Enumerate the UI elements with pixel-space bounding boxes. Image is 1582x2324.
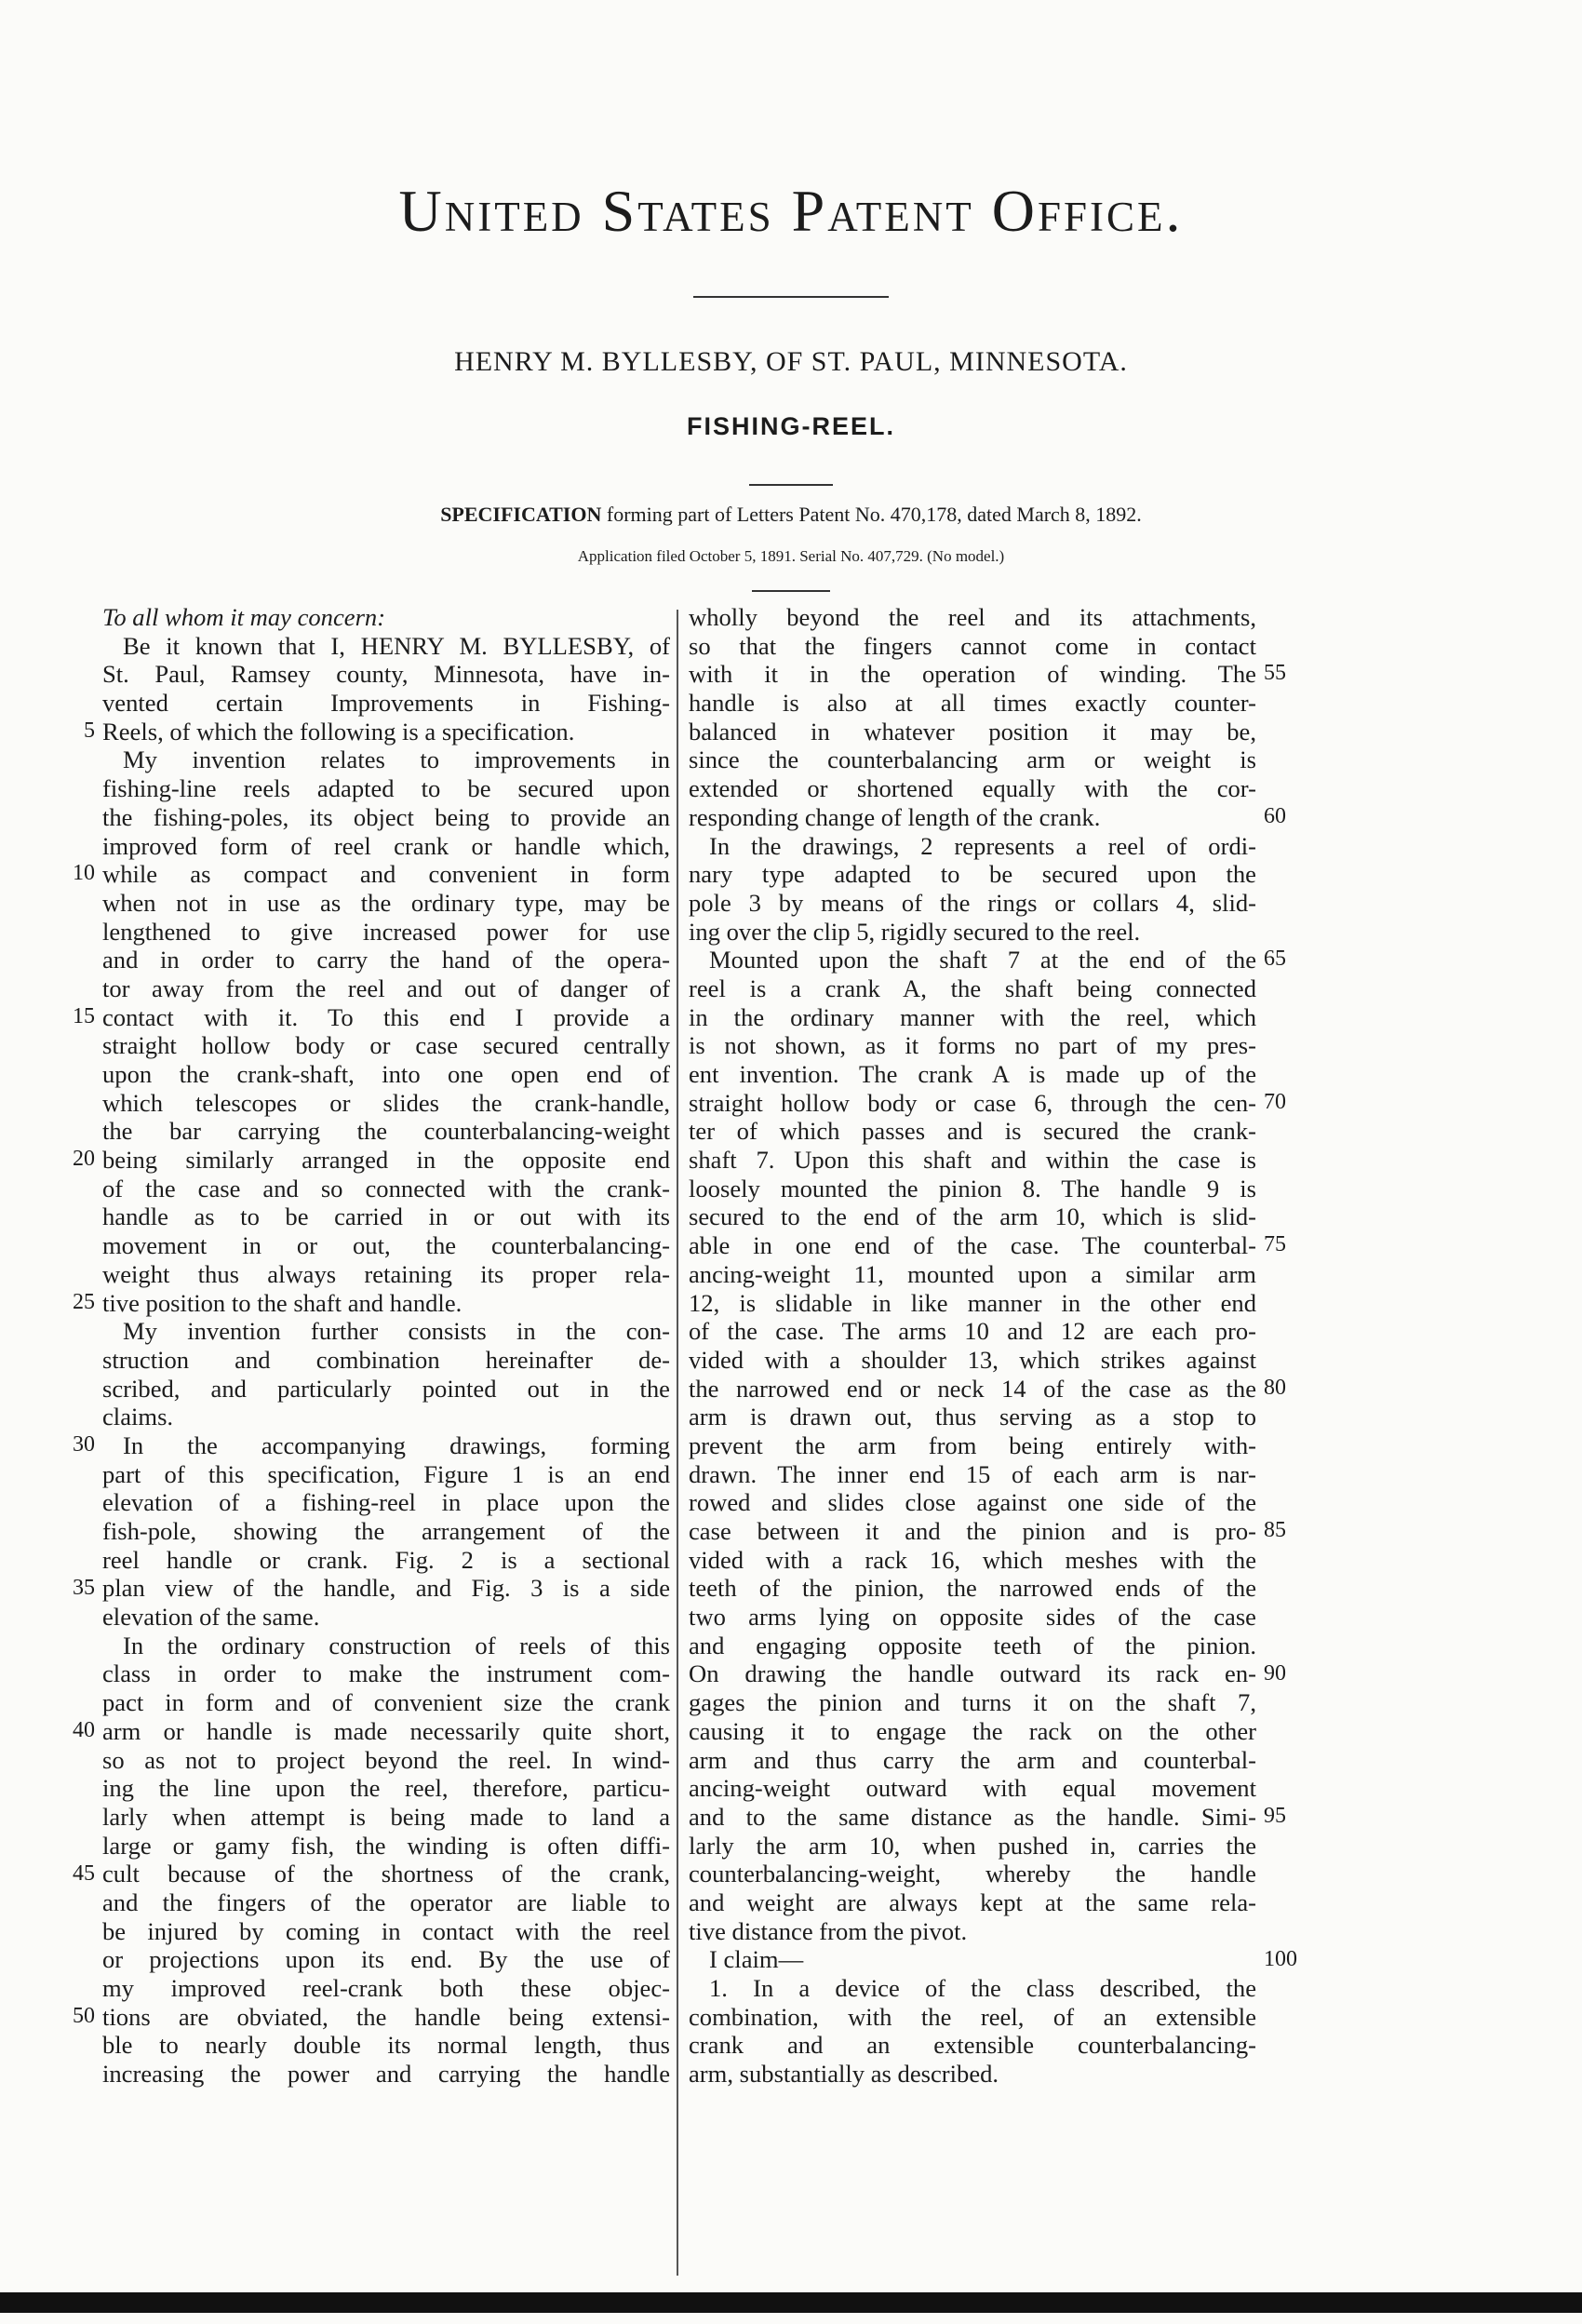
text-line: cult because of the shortness of the crank, (102, 1860, 670, 1888)
text-line: handle as to be carried in or out with its (102, 1202, 670, 1231)
line-number-70: 70 (1264, 1090, 1286, 1114)
text-line: drawn. The inner end 15 of each arm is nar- (689, 1459, 1256, 1488)
text-line: tive position to the shaft and handle. (102, 1288, 463, 1317)
text-line: able in one end of the case. The counterbal- (689, 1231, 1256, 1260)
text-line: vided with a rack 16, which meshes with the (689, 1545, 1256, 1574)
text-line: Be it known that I, HENRY M. BYLLESBY, of (123, 631, 670, 660)
line-number-90: 90 (1264, 1661, 1286, 1686)
text-line: reel handle or crank. Fig. 2 is a sectional (102, 1545, 670, 1574)
text-line: tive distance from the pivot. (689, 1916, 968, 1945)
line-number-30: 30 (73, 1432, 95, 1457)
text-line: upon the crank-shaft, into one open end of (102, 1060, 670, 1088)
text-line: extended or shortened equally with the cor- (689, 774, 1256, 803)
text-line: case between it and the pinion and is pro- (689, 1517, 1256, 1545)
text-line: vented certain Improvements in Fishing- (102, 689, 670, 718)
text-line: or projections upon its end. By the use of (102, 1945, 670, 1974)
claim-line: arm, substantially as described. (689, 2060, 999, 2089)
text-line: part of this specification, Figure 1 is an end (102, 1459, 670, 1488)
text-line: ent invention. The crank A is made up of the (689, 1060, 1256, 1088)
text-line: contact with it. To this end I provide a (102, 1002, 670, 1031)
text-line: causing it to engage the rack on the other (689, 1716, 1256, 1745)
text-line: improved form of reel crank or handle which, (102, 831, 670, 860)
scan-edge-bar (0, 2292, 1582, 2313)
text-line: two arms lying on opposite sides of the case (689, 1603, 1256, 1632)
text-line: arm or handle is made necessarily quite short, (102, 1716, 670, 1745)
text-line: be injured by coming in contact with the reel (102, 1916, 670, 1945)
text-line: increasing the power and carrying the handle (102, 2060, 670, 2089)
specification-label: SPECIFICATION (440, 503, 602, 526)
salutation: To all whom it may concern: (102, 603, 386, 631)
application-line: Application filed October 5, 1891. Serial No. 407,729. (No model.) (577, 547, 1005, 565)
text-line: weight thus always retaining its proper rela- (102, 1259, 670, 1288)
text-line: so that the fingers cannot come in contact (689, 631, 1256, 660)
text-line: so as not to project beyond the reel. In wind- (102, 1745, 670, 1774)
text-line: in the ordinary manner with the reel, which (689, 1002, 1256, 1031)
text-line: wholly beyond the reel and its attachments, (689, 603, 1256, 631)
text-line: prevent the arm from being entirely with- (689, 1431, 1256, 1459)
text-line: plan view of the handle, and Fig. 3 is a side (102, 1574, 670, 1603)
text-line: secured to the end of the arm 10, which is slid- (689, 1202, 1256, 1231)
text-line: larly the arm 10, when pushed in, carries the (689, 1831, 1256, 1860)
header-rule-bottom (752, 590, 830, 592)
text-line: of the case. The arms 10 and 12 are each pro- (689, 1317, 1256, 1346)
line-number-80: 80 (1264, 1376, 1286, 1400)
text-line: claims. (102, 1403, 174, 1431)
text-line: tions are obviated, the handle being extensi- (102, 2002, 670, 2031)
text-line: straight hollow body or case secured centrally (102, 1031, 670, 1060)
text-line: elevation of a fishing-reel in place upon the (102, 1488, 670, 1517)
text-line: the bar carrying the counterbalancing-weight (102, 1117, 670, 1146)
line-number-85: 85 (1264, 1518, 1286, 1542)
text-line: My invention further consists in the con- (123, 1317, 670, 1346)
claim-line: combination, with the reel, of an extensible (689, 2002, 1256, 2031)
text-line: my improved reel-crank both these objec- (102, 1974, 670, 2002)
claim-intro: I claim— (709, 1945, 804, 1974)
text-line: class in order to make the instrument com- (102, 1659, 670, 1688)
text-line: straight hollow body or case 6, through the cen- (689, 1088, 1256, 1117)
text-line: arm is drawn out, thus serving as a stop to (689, 1403, 1256, 1431)
text-line: rowed and slides close against one side of the (689, 1488, 1256, 1517)
office-title: United States Patent Office. (398, 178, 1184, 244)
line-number-25: 25 (73, 1290, 95, 1314)
line-number-100: 100 (1264, 1947, 1297, 1971)
line-number-40: 40 (73, 1718, 95, 1742)
text-line: vided with a shoulder 13, which strikes against (689, 1345, 1256, 1374)
text-line: counterbalancing-weight, whereby the handle (689, 1860, 1256, 1888)
header-rule-top (693, 296, 889, 298)
text-line: loosely mounted the pinion 8. The handle 9 is (689, 1174, 1256, 1202)
text-line: My invention relates to improvements in (123, 746, 670, 774)
line-number-75: 75 (1264, 1232, 1286, 1256)
text-line: scribed, and particularly pointed out in the (102, 1374, 670, 1403)
text-line: movement in or out, the counterbalancing- (102, 1231, 670, 1260)
left-column (102, 603, 670, 2089)
text-line: ancing-weight 11, mounted upon a similar arm (689, 1259, 1256, 1288)
text-line: handle is also at all times exactly counter- (689, 689, 1256, 718)
text-line: balanced in whatever position it may be, (689, 717, 1256, 746)
text-line: responding change of length of the crank. (689, 802, 1101, 831)
text-line: which telescopes or slides the crank-handle, (102, 1088, 670, 1117)
right-column (689, 603, 1256, 2089)
text-line: larly when attempt is being made to land a (102, 1802, 670, 1831)
text-line: tor away from the reel and out of danger of (102, 974, 670, 1002)
text-line: large or gamy fish, the winding is often diffi- (102, 1831, 670, 1860)
invention-title: FISHING-REEL. (686, 412, 895, 440)
line-number-5: 5 (84, 719, 95, 743)
text-line: shaft 7. Upon this shaft and within the case is (689, 1146, 1256, 1175)
specification-line (0, 503, 1582, 527)
text-line: teeth of the pinion, the narrowed ends of the (689, 1574, 1256, 1603)
text-line: 12, is slidable in like manner in the other end (689, 1288, 1256, 1317)
line-number-15: 15 (73, 1004, 95, 1028)
text-line: arm and thus carry the arm and counterbal- (689, 1745, 1256, 1774)
line-number-95: 95 (1264, 1804, 1286, 1828)
text-line: being similarly arranged in the opposite end (102, 1146, 670, 1175)
specification-text: forming part of Letters Patent No. 470,178, dated March 8, 1892. (606, 503, 1142, 526)
text-line: St. Paul, Ramsey county, Minnesota, have in- (102, 660, 670, 689)
line-number-55: 55 (1264, 661, 1286, 685)
text-line: lengthened to give increased power for use (102, 917, 670, 946)
text-line: ing the line upon the reel, therefore, particu- (102, 1774, 670, 1803)
line-number-65: 65 (1264, 947, 1286, 971)
inventor-line: HENRY M. BYLLESBY, OF ST. PAUL, MINNESOTA. (454, 346, 1128, 377)
text-line: In the accompanying drawings, forming (123, 1431, 670, 1459)
column-divider (677, 610, 678, 2276)
text-line: pole 3 by means of the rings or collars 4, slid- (689, 888, 1256, 917)
text-line: while as compact and convenient in form (102, 860, 670, 889)
text-line: and weight are always kept at the same rela- (689, 1887, 1256, 1916)
text-line: since the counterbalancing arm or weight is (689, 746, 1256, 774)
text-line: Mounted upon the shaft 7 at the end of the (709, 946, 1256, 974)
text-line: the fishing-poles, its object being to provide an (102, 802, 670, 831)
text-line: pact in form and of convenient size the crank (102, 1688, 670, 1717)
text-line: struction and combination hereinafter de- (102, 1345, 670, 1374)
text-line: In the drawings, 2 represents a reel of ordi- (709, 831, 1256, 860)
text-line: ing over the clip 5, rigidly secured to the reel. (689, 917, 1141, 946)
text-line: Reels, of which the following is a specification. (102, 717, 575, 746)
text-line: ble to nearly double its normal length, thus (102, 2031, 670, 2060)
line-number-45: 45 (73, 1861, 95, 1886)
text-line: On drawing the handle outward its rack en- (689, 1659, 1256, 1688)
line-number-20: 20 (73, 1147, 95, 1171)
text-line: of the case and so connected with the crank- (102, 1174, 670, 1202)
text-line: ancing-weight outward with equal movement (689, 1774, 1256, 1803)
text-line: elevation of the same. (102, 1603, 320, 1632)
text-line: fish-pole, showing the arrangement of the (102, 1517, 670, 1545)
line-number-50: 50 (73, 2004, 95, 2028)
text-line: with it in the operation of winding. The (689, 660, 1256, 689)
line-number-10: 10 (73, 861, 95, 885)
claim-line: 1. In a device of the class described, the (709, 1974, 1256, 2002)
text-line: the narrowed end or neck 14 of the case as the (689, 1374, 1256, 1403)
text-line: and the fingers of the operator are liable to (102, 1887, 670, 1916)
claim-line: crank and an extensible counterbalancing- (689, 2031, 1256, 2060)
text-line: fishing-line reels adapted to be secured upon (102, 774, 670, 803)
text-line: and to the same distance as the handle. Simi- (689, 1802, 1256, 1831)
text-line: In the ordinary construction of reels of this (123, 1631, 670, 1659)
text-line: ter of which passes and is secured the crank- (689, 1117, 1256, 1146)
header-rule-middle (749, 484, 833, 486)
line-number-60: 60 (1264, 804, 1286, 828)
text-line: and in order to carry the hand of the opera- (102, 946, 670, 974)
text-line: gages the pinion and turns it on the shaft 7, (689, 1688, 1256, 1717)
line-number-35: 35 (73, 1576, 95, 1600)
text-line: reel is a crank A, the shaft being connected (689, 974, 1256, 1002)
text-line: nary type adapted to be secured upon the (689, 860, 1256, 889)
text-line: is not shown, as it forms no part of my pres- (689, 1031, 1256, 1060)
text-line: and engaging opposite teeth of the pinion. (689, 1631, 1256, 1659)
text-line: when not in use as the ordinary type, may be (102, 888, 670, 917)
